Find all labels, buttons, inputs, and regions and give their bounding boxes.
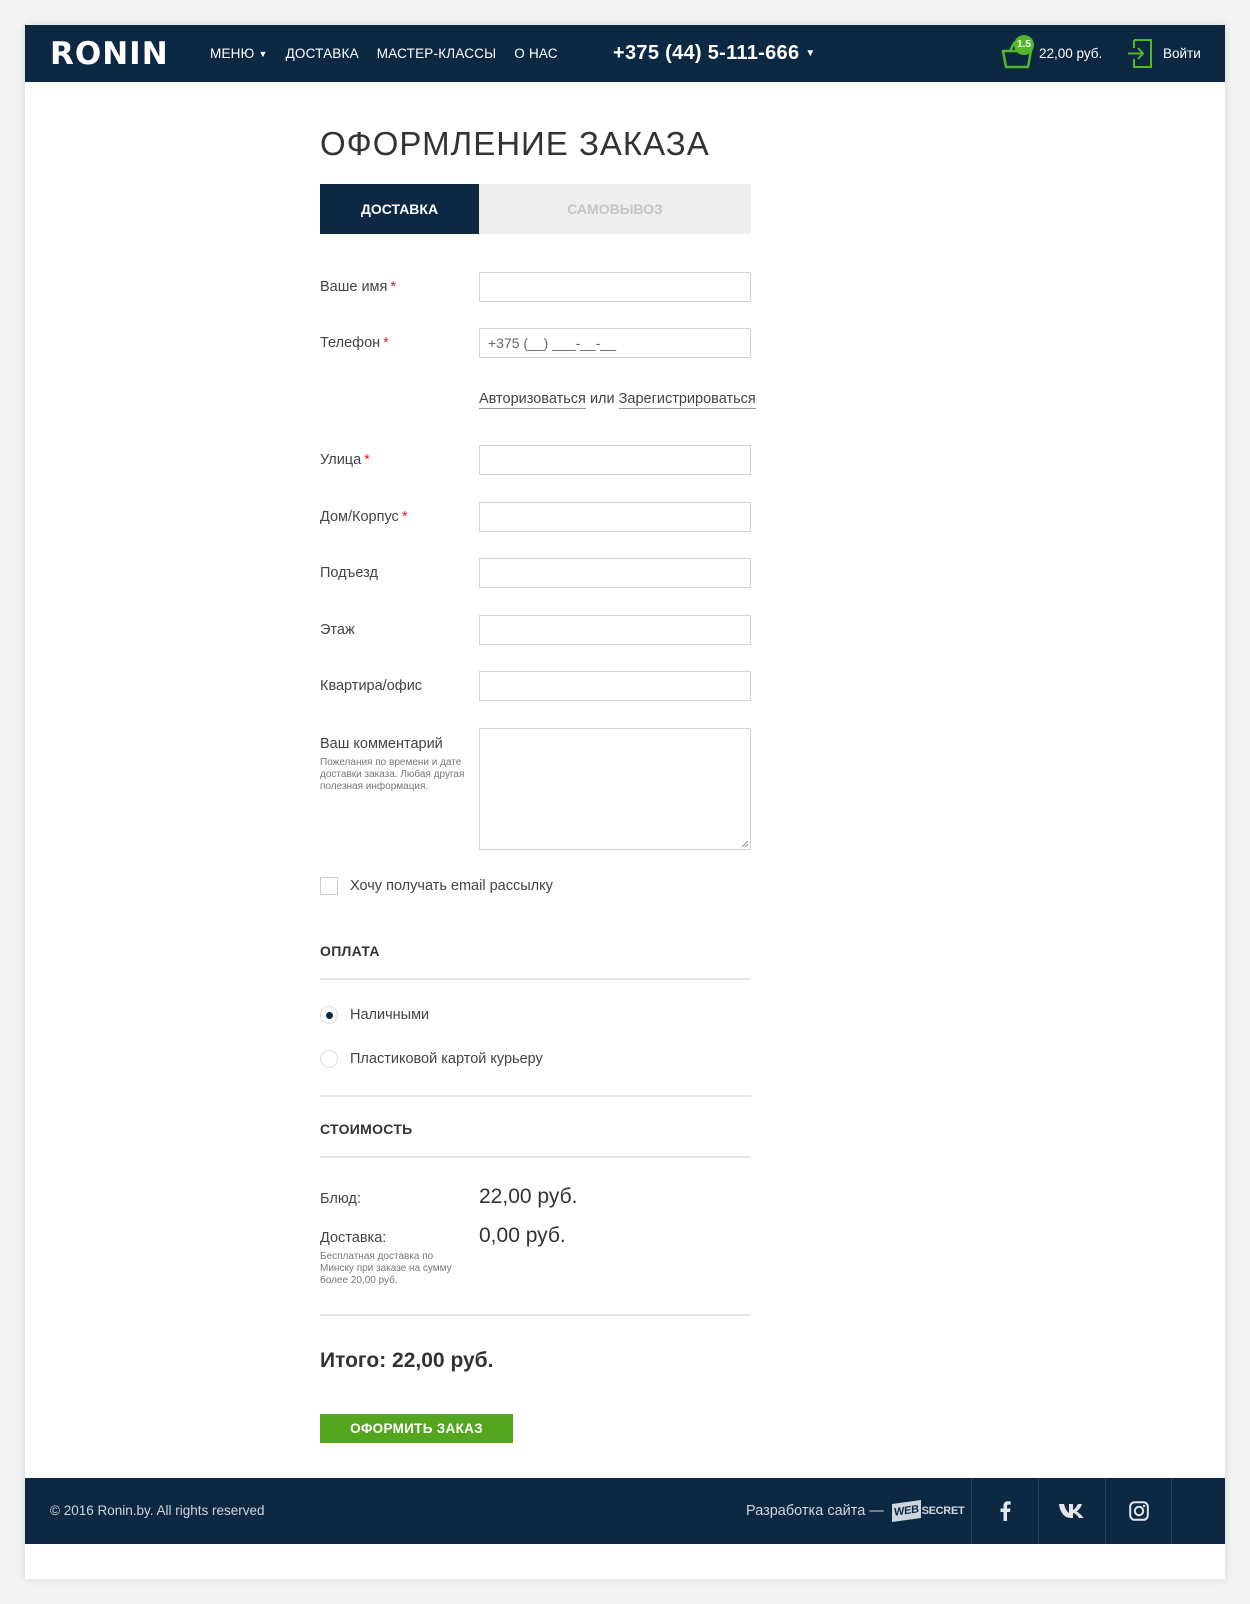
divider <box>320 1156 751 1158</box>
tab-delivery[interactable]: ДОСТАВКА <box>320 184 479 234</box>
page-title: ОФОРМЛЕНИЕ ЗАКАЗА <box>320 125 710 162</box>
nav-item-menu[interactable] <box>210 46 268 61</box>
name-label: Ваше имя * <box>320 279 397 295</box>
floor-label: Этаж <box>320 622 355 638</box>
developer-credit[interactable] <box>746 1478 964 1544</box>
delivery-value: 0,00 руб. <box>479 1224 566 1247</box>
developer-label: Разработка сайта — <box>746 1503 884 1519</box>
floor-input[interactable] <box>479 615 751 645</box>
divider <box>320 978 751 980</box>
facebook-link[interactable] <box>971 1478 1038 1544</box>
cart-count-badge: 1.5 <box>1014 35 1034 55</box>
floor-row <box>320 615 780 645</box>
instagram-icon <box>1129 1501 1149 1521</box>
comment-textarea[interactable] <box>479 728 751 850</box>
websecret-logo-a: WEB <box>892 1500 921 1522</box>
radio-card[interactable] <box>320 1050 338 1068</box>
order-total: Итого: 22,00 руб. <box>320 1349 494 1372</box>
payment-option-card[interactable] <box>320 1049 543 1069</box>
nav-item-masterclasses[interactable]: МАСТЕР-КЛАССЫ <box>376 46 497 61</box>
payment-option-cash[interactable] <box>320 1005 429 1025</box>
apartment-label: Квартира/офис <box>320 678 423 694</box>
house-label: Дом/Корпус * <box>320 509 408 525</box>
delivery-hint: Бесплатная доставка по Минску при заказе на сумму более 20,00 руб. <box>320 1251 452 1286</box>
login-button[interactable] <box>1126 37 1201 70</box>
divider <box>320 1314 751 1316</box>
house-input[interactable] <box>479 502 751 532</box>
cost-heading: СТОИМОСТЬ <box>320 1121 413 1137</box>
resize-grip-icon[interactable] <box>741 840 749 848</box>
newsletter-label[interactable]: Хочу получать email рассылку <box>350 878 553 894</box>
phone-label: Телефон * <box>320 335 389 351</box>
cart-total[interactable]: 22,00 руб. <box>1039 46 1103 61</box>
delivery-label: Доставка: <box>320 1230 387 1246</box>
auth-links <box>479 391 756 407</box>
phone-row <box>320 328 780 358</box>
radio-cash[interactable] <box>320 1006 338 1024</box>
comment-label: Ваш комментарий <box>320 736 443 752</box>
delivery-tabs <box>320 184 751 234</box>
main-nav <box>210 25 558 82</box>
cart-button[interactable] <box>999 35 1035 71</box>
submit-order-button[interactable]: ОФОРМИТЬ ЗАКАЗ <box>320 1414 513 1443</box>
newsletter-checkbox[interactable] <box>320 877 338 895</box>
register-link[interactable]: Зарегистрироваться <box>618 391 756 407</box>
vk-icon <box>1058 1503 1086 1519</box>
street-row <box>320 445 780 475</box>
phone-input[interactable] <box>479 328 751 358</box>
apartment-input[interactable] <box>479 671 751 701</box>
auth-or: или <box>589 391 615 407</box>
websecret-logo-b: SECRET <box>921 1505 965 1517</box>
phone-dropdown[interactable] <box>613 25 816 82</box>
dishes-label: Блюд: <box>320 1191 361 1207</box>
street-label: Улица * <box>320 452 370 468</box>
site-logo[interactable]: RONIN <box>50 36 169 72</box>
chevron-down-icon: ▼ <box>805 48 816 59</box>
phone-number: +375 (44) 5-111-666 <box>613 42 800 64</box>
radio-label[interactable]: Пластиковой картой курьеру <box>350 1051 543 1067</box>
websecret-logo[interactable] <box>892 1502 965 1520</box>
entrance-row <box>320 558 780 588</box>
footer <box>25 1478 1225 1544</box>
name-input[interactable] <box>479 272 751 302</box>
login-icon <box>1126 37 1154 70</box>
nav-item-label: МЕНЮ <box>210 46 255 61</box>
dishes-value: 22,00 руб. <box>479 1185 578 1208</box>
radio-label[interactable]: Наличными <box>350 1007 430 1023</box>
login-label: Войти <box>1163 46 1201 61</box>
top-header <box>25 25 1225 82</box>
house-row <box>320 502 780 532</box>
payment-heading: ОПЛАТА <box>320 943 380 959</box>
nav-item-delivery[interactable]: ДОСТАВКА <box>285 46 359 61</box>
comment-hint: Пожелания по времени и дате доставки заказа. Любая другая полезная информация. <box>320 757 465 792</box>
tab-pickup[interactable]: САМОВЫВОЗ <box>479 184 751 234</box>
nav-item-about[interactable]: О НАС <box>514 46 558 61</box>
street-input[interactable] <box>479 445 751 475</box>
vk-link[interactable] <box>1038 1478 1105 1544</box>
divider <box>320 1095 751 1097</box>
apartment-row <box>320 671 780 701</box>
newsletter-row[interactable] <box>320 876 553 896</box>
copyright: © 2016 Ronin.by. All rights reserved <box>50 1503 265 1518</box>
chevron-down-icon: ▼ <box>258 48 268 59</box>
login-link[interactable]: Авторизоваться <box>479 391 586 407</box>
entrance-label: Подъезд <box>320 565 378 581</box>
name-row <box>320 272 780 302</box>
page-frame <box>25 25 1225 1579</box>
instagram-link[interactable] <box>1105 1478 1172 1544</box>
entrance-input[interactable] <box>479 558 751 588</box>
facebook-icon <box>999 1501 1011 1521</box>
